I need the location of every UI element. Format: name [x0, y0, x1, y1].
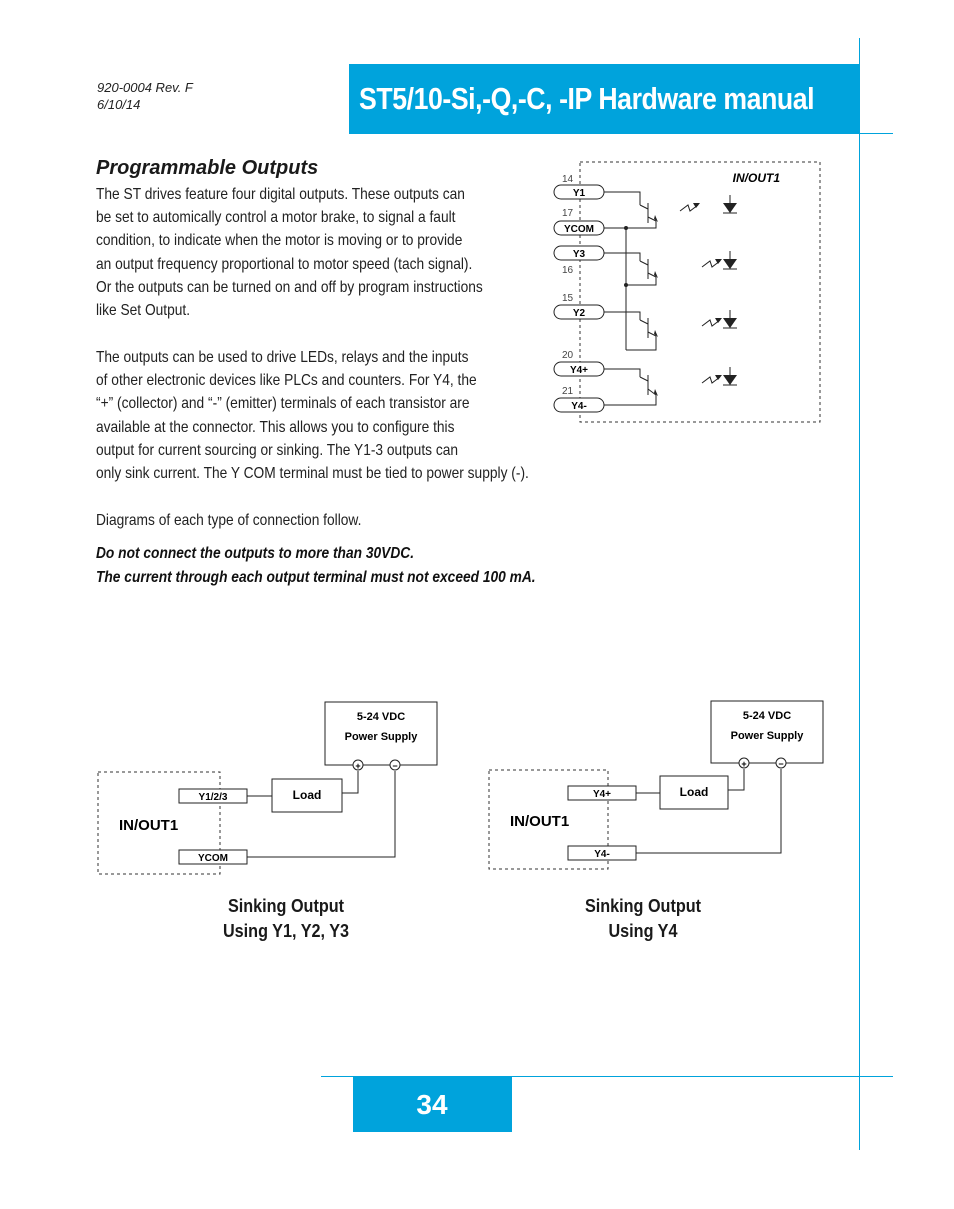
title-bar [349, 64, 860, 134]
terminal-label: Y4+ [569, 365, 589, 376]
output-schematic-diagram [540, 155, 830, 427]
caption-line: Using Y1, Y2, Y3 [222, 921, 350, 941]
phototransistor-arrows [654, 203, 737, 396]
paragraph-intro [96, 183, 483, 322]
text-line: The ST drives feature four digital outputs. These outputs can [96, 186, 465, 203]
plus-terminal: + [741, 759, 747, 769]
terminal-bottom-label: Y4- [594, 849, 610, 860]
page-border-vertical [859, 38, 860, 1150]
schematic-wiring [604, 192, 737, 405]
text-line: Or the outputs can be turned on and off by program instructions [96, 278, 483, 296]
pin-number: 21 [562, 386, 574, 397]
caption-left [213, 894, 359, 944]
paragraph-usage [96, 346, 529, 485]
plus-terminal: + [355, 761, 361, 771]
connector-boundary [580, 162, 820, 422]
page-number: 34 [416, 1088, 448, 1120]
caption-line: Sinking Output [227, 896, 345, 916]
page-title: ST5/10-Si,-Q,-C, -IP Hardware manual [359, 81, 815, 116]
sinking-diagram-y123 [95, 698, 445, 883]
pin-number: 14 [562, 174, 574, 185]
text-line: of other electronic devices like PLCs and counters. For Y4, the [96, 372, 477, 390]
supply-voltage: 5-24 VDC [742, 710, 792, 722]
text-line: an output frequency proportional to motor speed (tach signal). [96, 255, 473, 273]
load-label: Load [679, 785, 709, 799]
minus-terminal: − [392, 761, 398, 771]
text-line: only sink current. The Y COM terminal must be tied to power supply (-). [96, 465, 529, 483]
text-line: like Set Output. [96, 302, 191, 320]
connector-label: IN/OUT1 [510, 813, 570, 830]
connector-label: IN/OUT1 [119, 817, 179, 834]
connector-label: IN/OUT1 [732, 171, 780, 185]
caption-line: Sinking Output [584, 896, 702, 916]
warning-voltage: Do not connect the outputs to more than 30VDC. [96, 545, 415, 562]
document-info [97, 79, 193, 113]
text-line: output for current sourcing or sinking. The Y1-3 outputs can [96, 441, 459, 459]
supply-voltage: 5-24 VDC [356, 711, 406, 723]
doc-number: 920-0004 Rev. F [97, 80, 193, 95]
terminal-label: Y3 [572, 249, 586, 260]
caption-line: Using Y4 [608, 921, 678, 941]
section-title: Programmable Outputs [96, 157, 319, 179]
text-line: The outputs can be used to drive LEDs, relays and the inputs [96, 349, 469, 366]
terminal-label: YCOM [564, 224, 594, 235]
text-line: condition, to indicate when the motor is moving or to provide [96, 232, 463, 250]
doc-date: 6/10/14 [97, 97, 141, 112]
page-number-box [353, 1077, 512, 1132]
caption-right [576, 894, 711, 944]
terminal-top-label: Y1/2/3 [198, 792, 228, 803]
text-line: “+” (collector) and “-” (emitter) terminals of each transistor are [96, 395, 470, 413]
text-line: available at the connector. This allows you to configure this [96, 418, 455, 436]
text-line: be set to automically control a motor brake, to signal a fault [96, 209, 456, 227]
sinking-diagram-y4 [486, 698, 831, 878]
load-label: Load [292, 788, 322, 802]
terminal-label: Y2 [572, 308, 586, 319]
supply-label: Power Supply [344, 731, 418, 743]
terminal-label: Y4- [571, 401, 587, 412]
minus-terminal: − [778, 759, 784, 769]
pin-number: 17 [562, 208, 574, 219]
terminal-top-label: Y4+ [592, 789, 612, 800]
pin-number: 15 [562, 293, 574, 304]
pin-number: 20 [562, 350, 574, 361]
paragraph-diagrams-note: Diagrams of each type of connection follow. [96, 512, 362, 529]
pin-number: 16 [562, 265, 574, 276]
supply-label: Power Supply [730, 730, 804, 742]
terminal-label: Y1 [572, 188, 586, 199]
terminal-bottom-label: YCOM [198, 853, 228, 864]
warning-current: The current through each output terminal must not exceed 100 mA. [96, 569, 536, 586]
